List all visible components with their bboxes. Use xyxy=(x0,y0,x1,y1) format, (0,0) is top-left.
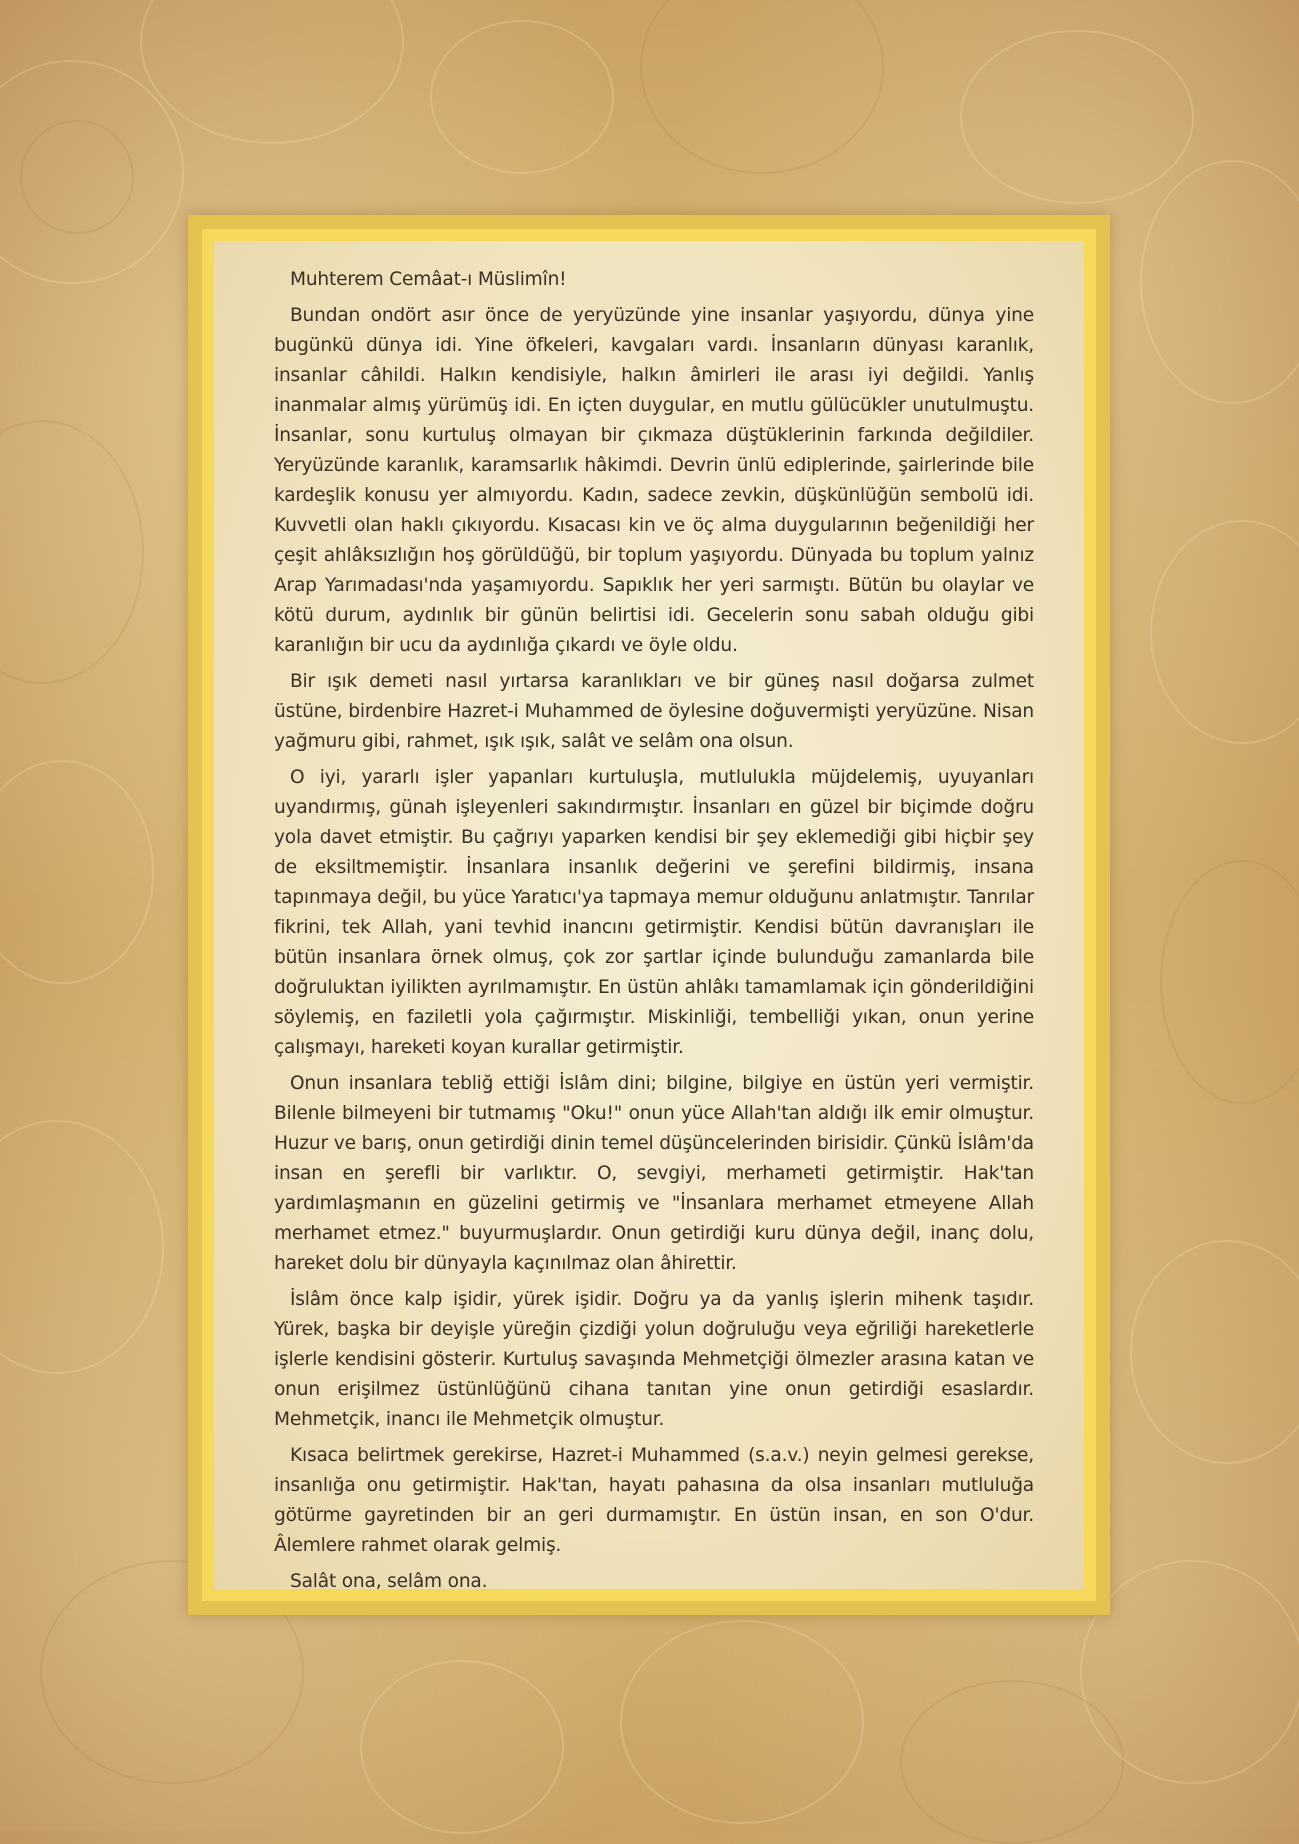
paragraph: Bir ışık demeti nasıl yırtarsa karanlıkları ve bir güneş nasıl doğarsa zulmet üstüne, birdenbire Hazret-i Muhammed de öylesine doğuvermişti yeryüzüne. Nisan yağmuru gibi, rahmet, ışık ışık, salât ve selâm ona olsun. xyxy=(274,671,1034,752)
closing-line: Salât ona, selâm ona. xyxy=(290,1571,488,1592)
paragraph: Onun insanlara tebliğ ettiği İslâm dini; bilgine, bilgiye en üstün yeri vermiştir. Bilenle bilmeyeni bir tutmamış "Oku!" onun yüce Allah'tan aldığı ilk emir olmuştur. Huzur ve barış, onun getirdiği dinin temel düşüncelerinden birisidir. Çünkü İslâm'da insan en şerefli bir varlıktır. O, sevgiyi, merhameti getirmiştir. Hak'tan yardımlaşmanın en güzelini getirmiş ve "İnsanlara merhamet etmeyene Allah merhamet etmez." buyurmuşlardır. Onun getirdiği kuru dünya değil, inanç dolu, hareket dolu bir dünyayla kaçınılmaz olan âhirettir. xyxy=(274,1073,1034,1274)
paragraph: Kısaca belirtmek gerekirse, Hazret-i Muhammed (s.a.v.) neyin gelmesi gerekse, insanlığa onu getirmiştir. Hak'tan, hayatı pahasına da olsa insanları mutluluğa götürme gayretinden bir an geri durmamıştır. En üstün insan, en son O'dur. Âlemlere rahmet olarak gelmiş. xyxy=(274,1445,1034,1556)
paragraph: Bundan ondört asır önce de yeryüzünde yine insanlar yaşıyordu, dünya yine bugünkü dünya idi. Yine öfkeleri, kavgaları vardı. İnsanların dünyası karanlık, insanlar câhildi. Halkın kendisiyle, halkın âmirleri ile arası iyi değildi. Yanlış inanmalar almış yürümüş idi. En içten duygular, en mutlu gülücükler unutulmuştu. İnsanlar, sonu kurtuluş olmayan bir çıkmaza düştüklerinin farkında değildiler. Yeryüzünde karanlık, karamsarlık hâkimdi. Devrin ünlü ediplerinde, şairlerinde bile kardeşlik konusu yer almıyordu. Kadın, sadece zevkin, düşkünlüğün sembolü idi. Kuvvetli olan haklı çıkıyordu. Kısacası kin ve öç alma duygularının beğenildiği her çeşit ahlâksızlığın hoş görüldüğü, bir toplum yaşıyordu. Dünyada bu toplum yalnız Arap Yarımadası'nda yaşamıyordu. Sapıklık her yeri sarmıştı. Bütün bu olaylar ve kötü durum, aydınlık bir günün belirtisi idi. Gecelerin sonu sabah olduğu gibi karanlığın bir ucu da aydınlığa çıkardı ve öyle oldu. xyxy=(274,305,1034,656)
sermon-text xyxy=(274,265,1034,1597)
sermon-text-panel xyxy=(214,241,1084,1592)
paragraph: İslâm önce kalp işidir, yürek işidir. Doğru ya da yanlış işlerin mihenk taşıdır. Yürek, başka bir deyişle yüreğin çizdiği yolun doğruluğu veya eğriliği hareketlerle işlerle kendisini gösterir. Kurtuluş savaşında Mehmetçiği ölmezler arasına katan ve onun erişilmez üstünlüğünü cihana tanıtan yine onun getirdiği esaslardır. Mehmetçik, inancı ile Mehmetçik olmuştur. xyxy=(274,1289,1034,1430)
salutation: Muhterem Cemâat-ı Müslimîn! xyxy=(290,269,567,290)
paragraph: O iyi, yararlı işler yapanları kurtuluşla, mutlulukla müjdelemiş, uyuyanları uyandırmış, günah işleyenleri sakındırmıştır. İnsanları en güzel bir biçimde doğru yola davet etmiştir. Bu çağrıyı yaparken kendisi bir şey eklemediği gibi hiçbir şey de eksiltmemiştir. İnsanlara insanlık değerini ve şerefini bildirmiş, insana tapınmaya değil, bu yüce Yaratıcı'ya tapmaya memur olduğunu anlatmıştır. Tanrılar fikrini, tek Allah, yani tevhid inancını getirmiştir. Kendisi bütün davranışları ile bütün insanlara örnek olmuş, çok zor şartlar içinde bulunduğu zamanlarda bile doğruluktan iyilikten ayrılmamıştır. En üstün ahlâkı tamamlamak için gönderildiğini söylemiş, en faziletli yola çağırmıştır. Miskinliği, tembelliği yıkan, onun yerine çalışmayı, hareketi koyan kurallar getirmiştir. xyxy=(274,767,1034,1058)
